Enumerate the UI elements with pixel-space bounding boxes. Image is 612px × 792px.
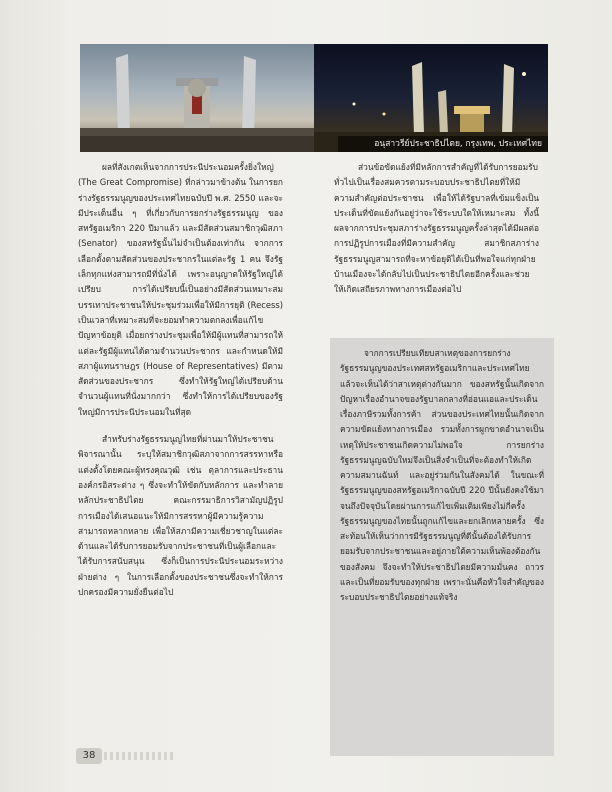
monument-photo-day xyxy=(80,44,314,152)
right-column xyxy=(334,160,539,298)
page-number: 38 xyxy=(76,748,102,764)
photo-banner xyxy=(80,44,548,152)
box-paragraph-1: จากการเปรียบเทียบสาเหตุของการยกร่างรัฐธรรมนูญของประเทศสหรัฐอเมริกาและประเทศไทย แล้วจะเห็นได้ว่าสาเหตุต่างกันมาก ของสหรัฐนั้นเกิดจากปัญหาเรื่องอำนาจของรัฐบาลกลางที่อ่อนแอและประเด็นเรื่องภาษีรวมทั้งการค้า ส่วนของประเทศไทยนั้นเกิดจากความขัดแย้งทางการเมือง รวมทั้งการผูกขาดอำนาจเป็นเหตุให้ประชาชนเกิดความไม่พอใจ การยกร่างรัฐธรรมนูญฉบับใหม่จึงเป็นสิ่งจำเป็นที่จะต้องทำให้เกิดความสมานฉันท์ และอยู่ร่วมกันในสังคมได้ ในขณะที่รัฐธรรมนูญของสหรัฐอเมริกาฉบับปี 220 ปีนั้นยังคงใช้มาจนถึงปัจจุบันโดยผ่านการแก้ไขเพิ่มเติมเพียงไม่กี่ครั้ง รัฐธรรมนูญของไทยนั้นถูกแก้ไขและยกเลิกหลายครั้ง ซึ่งสะท้อนให้เห็นว่าการมีรัฐธรรมนูญที่ดีนั้นต้องได้รับการยอมรับจากประชาชนและอยู่ภายใต้ความเห็นพ้องต้องกันของสังคม จึงจะทำให้ประชาธิปไตยมีความมั่นคง ถาวร และเป็นที่ยอมรับของทุกฝ่าย เพราะนั่นคือหัวใจสำคัญของระบอบประชาธิปไตยอย่างแท้จริง xyxy=(340,348,544,602)
photo-caption: อนุสาวรีย์ประชาธิปไตย, กรุงเทพ, ประเทศไทย xyxy=(374,139,542,149)
left-paragraph-1: ผลที่สังเกตเห็นจากการประนีประนอมครั้งยิ่งใหญ่ (The Great Compromise) ที่กล่าวมาข้างต้น ในการยกร่างรัฐธรรมนูญของประเทศไทยฉบับปี พ.ศ. 2550 และจะมีประเด็นอื่น ๆ ที่เกี่ยวกับการยกร่างรัฐธรรมนูญ ของสหรัฐอเมริกา 220 ปีมาแล้ว และมีสัดส่วนสมาชิกวุฒิสภา (Senator) ของสหรัฐนั้นไม่จำเป็นต้องเท่ากัน จากการเลือกตั้งตามสัดส่วนของประชากรในแต่ละรัฐ 1 คน จึงรัฐเล็กทุกแห่งสามารถมีที่นั่งได้ เพราะอนุญาตให้รัฐใหญ่ได้เปรียบ การได้เปรียบนี้เป็นอย่างมีสัดส่วนเหมาะสม บรรเทาประชาชนให้ประชุมร่วมเพื่อให้มีการยุติ (Recess) เป็นเวลาที่เหมาะสมที่จะยอมทำความตกลงเพื่อแก้ไขปัญหาข้อยุติ เมื่อยกร่างประชุมเพื่อให้มีผู้แทนที่สามารถให้แต่ละรัฐมีผู้แทนได้ตามจำนวนประชากร และกำหนดให้มีสภาผู้แทนราษฎร (House of Representatives) มีตามสัดส่วนของประชากร ซึ่งทำให้รัฐใหญ่ได้เปรียบด้านจำนวนผู้แทนที่นั่งมากกว่า ซึ่งทำให้การได้เปรียบของรัฐใหญ่มีการประนีประนอมในที่สุด xyxy=(78,162,283,417)
page-number-decoration xyxy=(104,752,174,760)
right-paragraph-1: ส่วนข้อขัดแย้งที่มีหลักการสำคัญที่ได้รับการยอมรับทั่วไปเป็นเรื่องสมควรตามระบอบประชาธิปไตยที่ให้มีความสำคัญต่อประชาชน เพื่อให้ได้รัฐบาลที่เข้มแข็งเป็นประเด็นที่ขัดแย้งกันอยู่ว่าจะใช้ระบบใดให้เหมาะสม ทั้งนี้ผลจากการประชุมสภาร่างรัฐธรรมนูญครั้งล่าสุดได้มีผลต่อการปฏิรูปการเมืองที่มีความสำคัญ สมาชิกสภาร่างรัฐธรรมนูญสามารถที่จะหาข้อยุติได้เป็นที่พอใจแก่ทุกฝ่าย บ้านเมืองจะได้กลับไปเป็นประชาธิปไตยอีกครั้งและช่วยให้เกิดเสถียรภาพทางการเมืองต่อไป xyxy=(334,162,539,295)
left-paragraph-2: สำหรับร่างรัฐธรรมนูญไทยที่ผ่านมาให้ประชาชนพิจารณานั้น ระบุให้สมาชิกวุฒิสภาจากการสรรหาหรือแต่งตั้งโดยคณะผู้ทรงคุณวุฒิ เช่น ตุลาการและประธานองค์กรอิสระต่าง ๆ ซึ่งจะทำให้ขัดกับหลักการ และทำลายหลักประชาธิปไตย คณะกรรมาธิการวิสามัญปฏิรูปการเมืองได้เสนอแนะให้มีการสรรหาผู้มีความรู้ความสามารถหลากหลาย เพื่อให้สภามีความเชี่ยวชาญในแต่ละด้านและได้รับการยอมรับจากประชาชนที่เป็นผู้เลือกและได้รับการสนับสนุน ซึ่งก็เป็นการประนีประนอมระหว่างฝ่ายต่าง ๆ ในการเลือกตั้งของประชาชนซึ่งจะทำให้การปกครองมีความยั่งยืนต่อไป xyxy=(78,434,283,598)
left-column xyxy=(78,160,283,600)
highlight-box xyxy=(330,338,554,756)
